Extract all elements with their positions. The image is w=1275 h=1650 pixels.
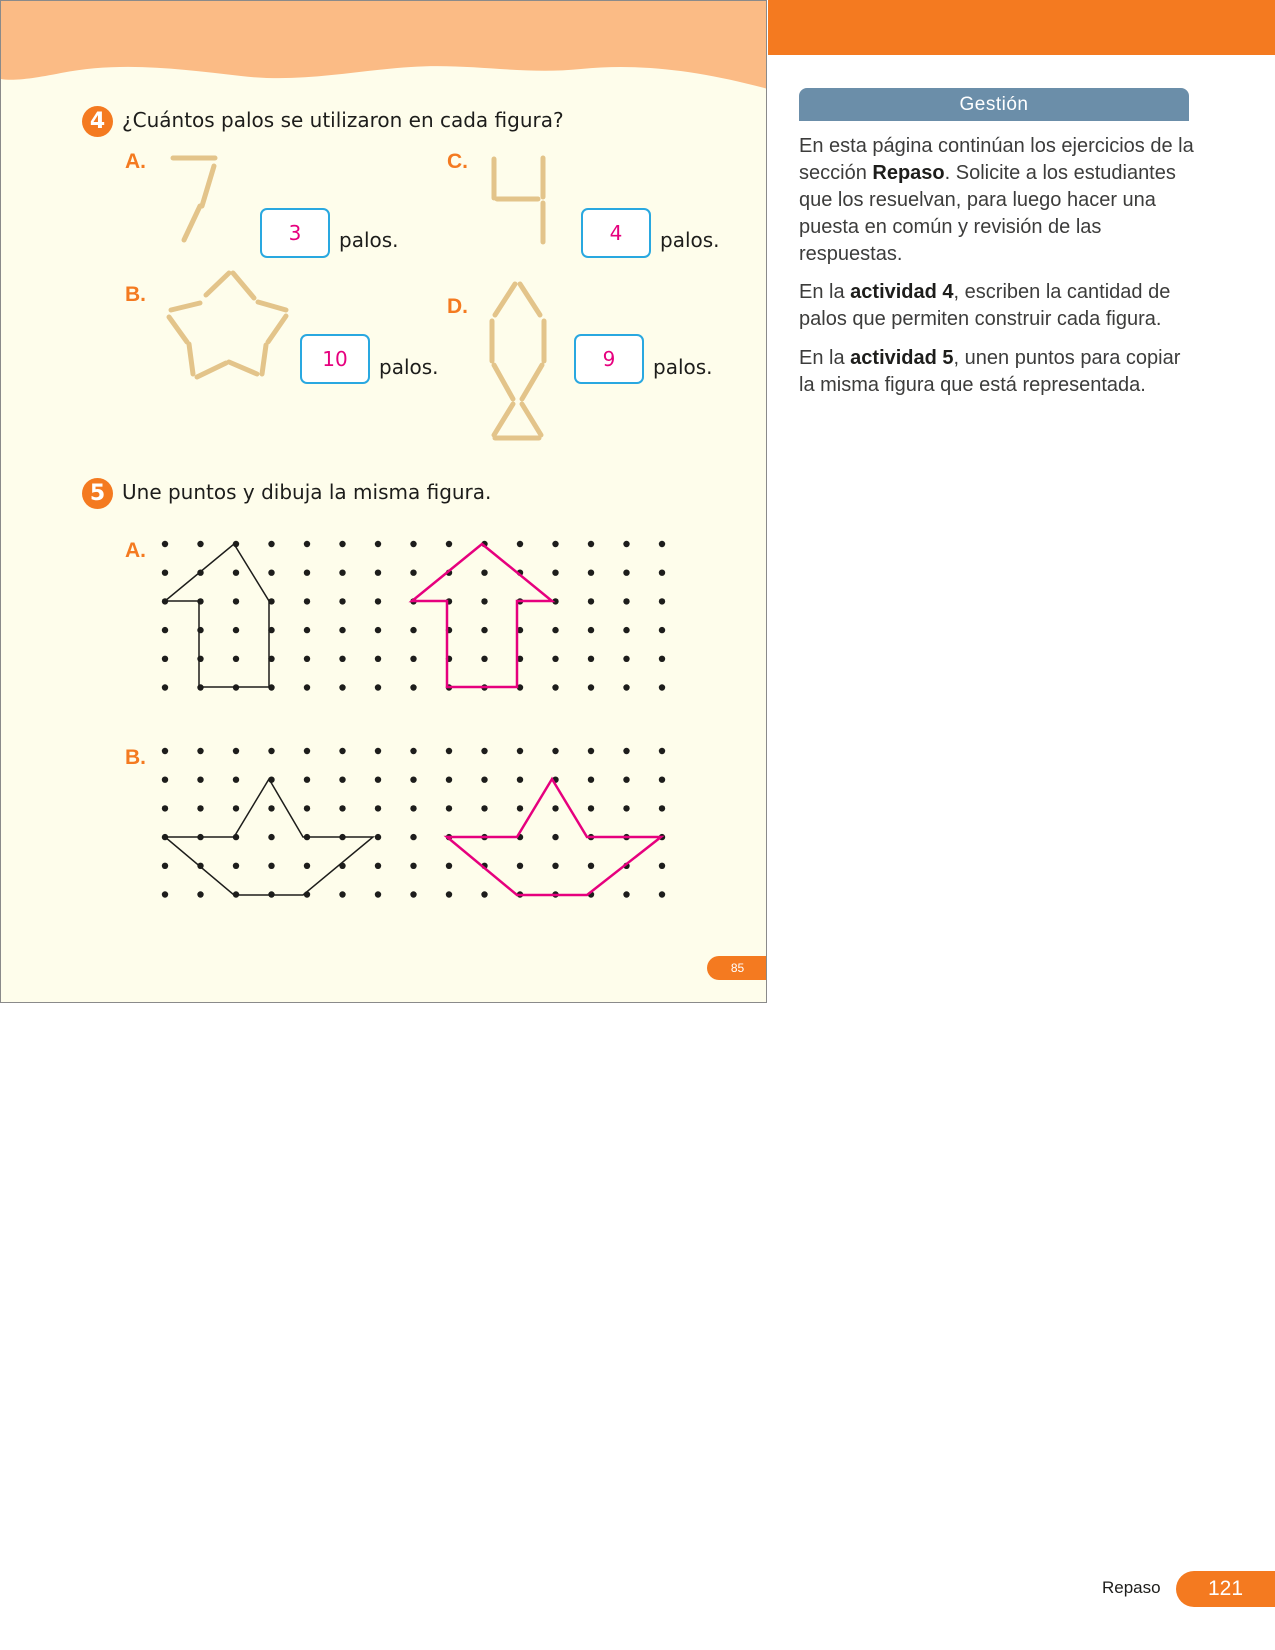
grid-dot — [304, 541, 310, 547]
grid-dot — [588, 805, 594, 811]
grid-b-letter: B. — [125, 746, 146, 769]
grid-dot — [375, 805, 381, 811]
grid-dot — [268, 748, 274, 754]
grid-dot — [623, 541, 629, 547]
answer-a-unit: palos. — [339, 228, 399, 252]
grid-dot — [623, 598, 629, 604]
answer-b-box[interactable]: 10 — [300, 334, 370, 384]
grid-dot — [446, 805, 452, 811]
question-5-text: Une puntos y dibuja la misma figura. — [122, 480, 492, 504]
grid-dot — [233, 627, 239, 633]
grid-dot — [233, 805, 239, 811]
grid-dot — [304, 684, 310, 690]
grid-dot — [588, 656, 594, 662]
grid-dot — [268, 541, 274, 547]
grid-dot — [623, 684, 629, 690]
grid-a-letter: A. — [125, 539, 146, 562]
gestion-paragraph-3: En la actividad 5, unen puntos para copiar la misma figura que está representada. — [799, 347, 1181, 396]
grid-dot — [659, 656, 665, 662]
footer-page-number: 121 — [1176, 1571, 1275, 1607]
grid-dot — [446, 541, 452, 547]
grid-dot — [304, 777, 310, 783]
grid-dot — [375, 777, 381, 783]
arrow-model — [165, 544, 269, 687]
grid-dot — [517, 805, 523, 811]
grid-dot — [233, 777, 239, 783]
grid-dot — [339, 891, 345, 897]
grid-dot — [375, 863, 381, 869]
gestion-paragraph-2: En la actividad 4, escriben la cantidad de palos que permiten construir cada figura. — [799, 281, 1171, 330]
grid-dot — [197, 777, 203, 783]
grid-dot — [588, 684, 594, 690]
grid-dot — [517, 777, 523, 783]
grid-dot — [410, 570, 416, 576]
grid-dot — [623, 748, 629, 754]
grid-dot — [659, 863, 665, 869]
grid-dot — [304, 598, 310, 604]
gestion-paragraph-1: En esta página continúan los ejercicios de la sección Repaso. Solicite a los estudiantes que los resuelvan, para luego hacer una puesta en común y revisión de las respuestas. — [799, 135, 1194, 265]
grid-dot — [623, 570, 629, 576]
student-book-page — [0, 0, 767, 1003]
grid-dot — [623, 656, 629, 662]
grid-dot — [517, 748, 523, 754]
grid-dot — [162, 863, 168, 869]
answer-c-unit: palos. — [660, 228, 720, 252]
question-4-text: ¿Cuántos palos se utilizaron en cada figura? — [122, 108, 564, 132]
grid-dot — [233, 570, 239, 576]
grid-dot — [623, 805, 629, 811]
grid-dot — [623, 891, 629, 897]
grid-dot — [659, 541, 665, 547]
grid-dot — [623, 777, 629, 783]
grid-dot — [233, 656, 239, 662]
page-number-badge: 85 — [707, 956, 767, 980]
grid-dot — [552, 541, 558, 547]
grid-dot — [588, 598, 594, 604]
grid-dot — [410, 748, 416, 754]
grid-dot — [162, 656, 168, 662]
grid-dot — [339, 684, 345, 690]
grid-dot — [162, 570, 168, 576]
grid-dot — [375, 656, 381, 662]
grid-dot — [375, 684, 381, 690]
grid-dot — [339, 805, 345, 811]
grid-dot — [197, 541, 203, 547]
grid-dot — [339, 598, 345, 604]
grid-dot — [659, 598, 665, 604]
grid-dot — [375, 834, 381, 840]
grid-dot — [339, 748, 345, 754]
dot-grid-b — [162, 748, 665, 898]
answer-c-box[interactable]: 4 — [581, 208, 651, 258]
grid-dot — [552, 863, 558, 869]
grid-dot — [446, 863, 452, 869]
grid-dot — [162, 805, 168, 811]
grid-dot — [304, 656, 310, 662]
grid-dot — [233, 863, 239, 869]
grid-dot — [375, 570, 381, 576]
grid-dot — [339, 627, 345, 633]
grid-dot — [162, 541, 168, 547]
grid-dot — [375, 748, 381, 754]
grid-dot — [446, 748, 452, 754]
grid-dot — [162, 748, 168, 754]
grid-dot — [410, 656, 416, 662]
grid-dot — [659, 805, 665, 811]
grid-dot — [481, 598, 487, 604]
grid-dot — [339, 541, 345, 547]
grid-dot — [481, 777, 487, 783]
question-5-number: 5 — [82, 478, 113, 509]
grid-dot — [588, 863, 594, 869]
grid-dot — [304, 748, 310, 754]
grid-dot — [659, 777, 665, 783]
grid-dot — [304, 627, 310, 633]
item-c-letter: C. — [447, 150, 468, 173]
grid-dot — [268, 863, 274, 869]
grid-dot — [410, 863, 416, 869]
grid-dot — [197, 805, 203, 811]
grid-dot — [375, 891, 381, 897]
grid-dot — [375, 598, 381, 604]
grid-dot — [268, 834, 274, 840]
grid-dot — [552, 656, 558, 662]
grid-dot — [410, 834, 416, 840]
grid-dot — [339, 570, 345, 576]
grid-dot — [588, 748, 594, 754]
grid-dot — [410, 777, 416, 783]
grid-dot — [552, 627, 558, 633]
grid-dot — [659, 570, 665, 576]
grid-dot — [481, 570, 487, 576]
header-bar — [768, 0, 1275, 55]
grid-dot — [588, 777, 594, 783]
grid-dot — [339, 656, 345, 662]
grid-dot — [481, 805, 487, 811]
item-a-letter: A. — [125, 150, 146, 173]
arrow-copy — [412, 544, 552, 687]
item-b-letter: B. — [125, 283, 146, 306]
grid-dot — [410, 805, 416, 811]
dot-grid-a — [162, 541, 665, 691]
grid-dot — [552, 748, 558, 754]
grid-dot — [552, 834, 558, 840]
grid-dot — [552, 805, 558, 811]
grid-dot — [623, 627, 629, 633]
grid-dot — [268, 570, 274, 576]
answer-a-box[interactable]: 3 — [260, 208, 330, 258]
grid-dot — [446, 777, 452, 783]
grid-dot — [304, 863, 310, 869]
grid-dot — [659, 748, 665, 754]
grid-dot — [304, 570, 310, 576]
footer-section-label: Repaso — [1102, 1578, 1161, 1597]
grid-dot — [481, 656, 487, 662]
gestion-header: Gestión — [799, 88, 1189, 121]
grid-dot — [481, 748, 487, 754]
grid-dot — [481, 627, 487, 633]
grid-dot — [410, 627, 416, 633]
grid-dot — [162, 891, 168, 897]
grid-dot — [162, 627, 168, 633]
grid-dot — [410, 541, 416, 547]
grid-dot — [481, 891, 487, 897]
grid-dot — [659, 627, 665, 633]
grid-dot — [233, 748, 239, 754]
grid-dot — [268, 805, 274, 811]
dot-grids — [1, 1, 767, 1003]
grid-dot — [197, 748, 203, 754]
answer-b-unit: palos. — [379, 355, 439, 379]
grid-dot — [339, 777, 345, 783]
grid-dot — [588, 627, 594, 633]
question-4-number: 4 — [82, 106, 113, 137]
grid-dot — [588, 570, 594, 576]
grid-dot — [375, 541, 381, 547]
grid-dot — [197, 891, 203, 897]
grid-dot — [517, 541, 523, 547]
grid-dot — [410, 891, 416, 897]
grid-dot — [233, 598, 239, 604]
answer-d-unit: palos. — [653, 355, 713, 379]
grid-dot — [588, 541, 594, 547]
grid-dot — [162, 684, 168, 690]
grid-dot — [410, 684, 416, 690]
grid-dot — [552, 684, 558, 690]
grid-dot — [552, 570, 558, 576]
grid-dot — [517, 863, 523, 869]
grid-dot — [304, 805, 310, 811]
grid-dot — [375, 627, 381, 633]
grid-dot — [446, 891, 452, 897]
item-d-letter: D. — [447, 295, 468, 318]
grid-dot — [162, 777, 168, 783]
grid-dot — [659, 684, 665, 690]
grid-dot — [659, 891, 665, 897]
answer-d-box[interactable]: 9 — [574, 334, 644, 384]
